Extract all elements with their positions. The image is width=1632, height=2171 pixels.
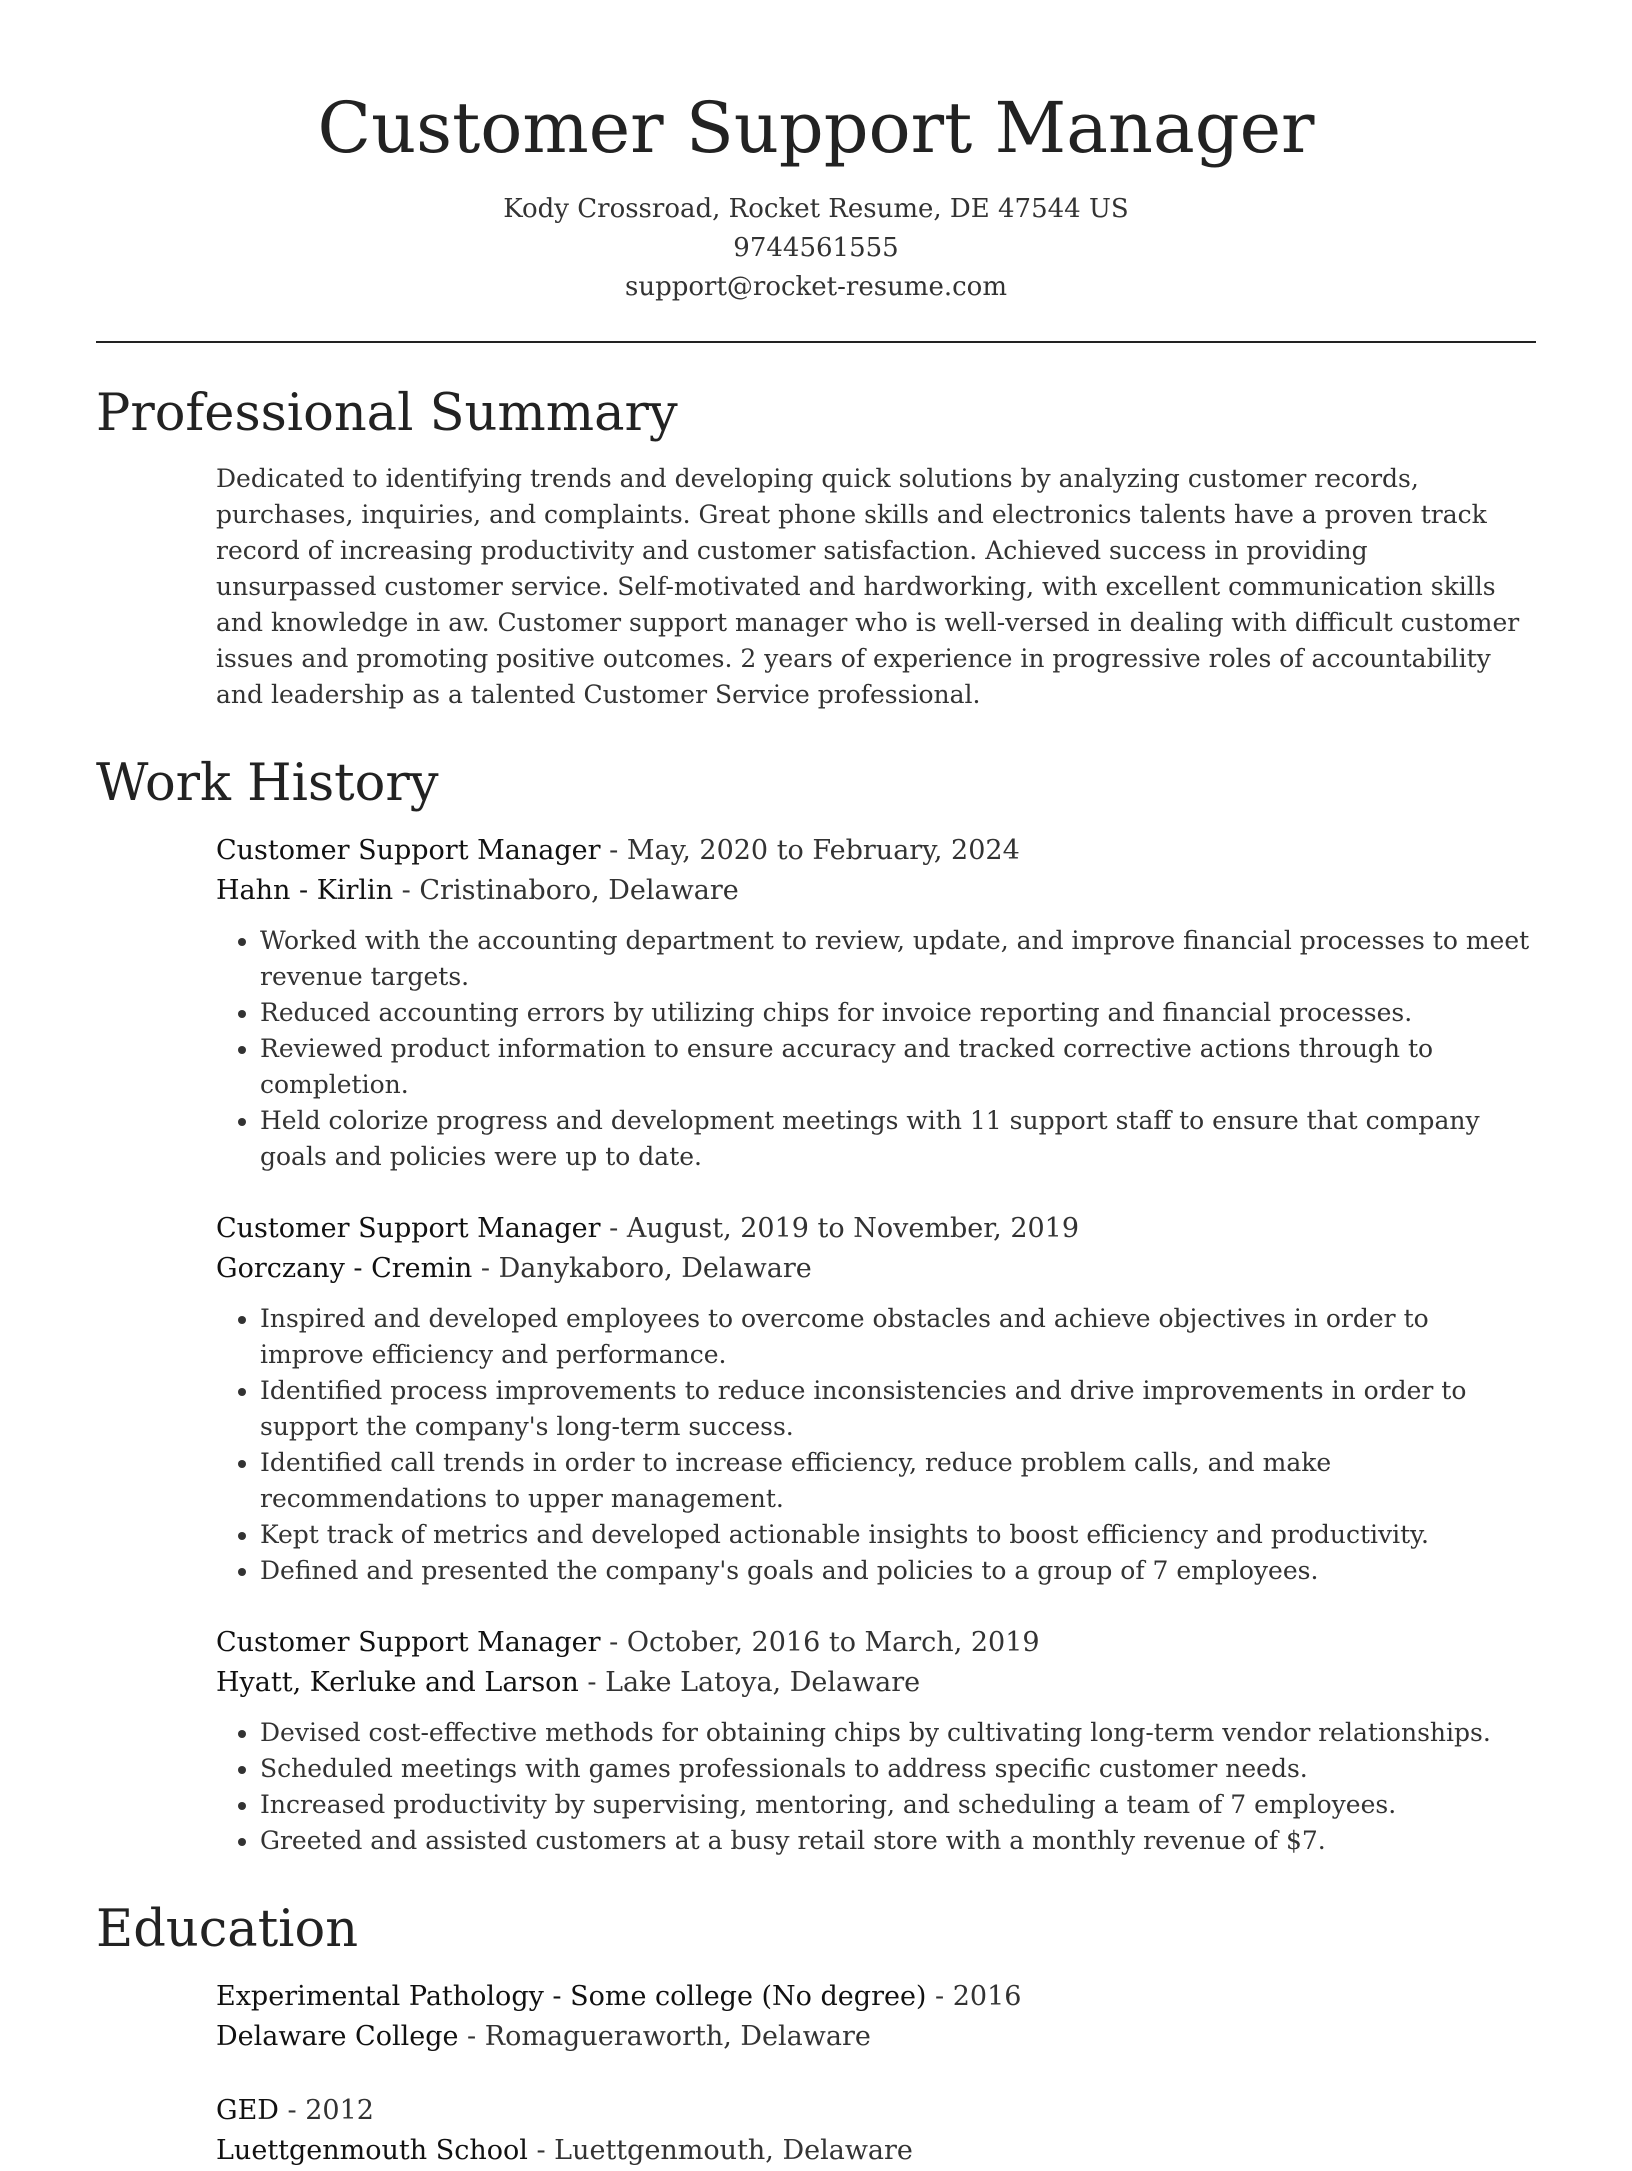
contact-address: Kody Crossroad, Rocket Resume, DE 47544 US: [503, 194, 1129, 224]
summary-heading: Professional Summary: [96, 384, 678, 443]
resume-header: [96, 0, 1536, 307]
education-location: - Romagueraworth, Delaware: [458, 2021, 871, 2052]
contact-email: support@rocket-resume.com: [624, 272, 1007, 302]
job-company-line: [216, 1663, 1536, 1703]
education-degree: Experimental Pathology - Some college (No degree): [216, 1981, 927, 2012]
candidate-title: Customer Support Manager: [317, 87, 1315, 169]
education-year: - 2016: [926, 1981, 1022, 2012]
education-school-line: [216, 2131, 1536, 2171]
job-company: Hahn - Kirlin: [216, 875, 394, 906]
job-entry: [216, 1623, 1536, 1859]
job-bullet: • Worked with the accounting department to review, update, and improve financial processes to meet revenue targets.: [260, 923, 1536, 995]
job-dates: - August, 2019 to November, 2019: [600, 1213, 1080, 1244]
job-bullets: [216, 1301, 1536, 1589]
job-bullets: [216, 923, 1536, 1175]
job-title-line: [216, 1209, 1536, 1249]
education-year: - 2012: [278, 2095, 374, 2126]
education-degree-line: [216, 1977, 1536, 2017]
summary-section: [216, 461, 1536, 713]
education-degree-line: [216, 2091, 1536, 2131]
job-bullet: • Reduced accounting errors by utilizing chips for invoice reporting and financial processes.: [260, 995, 1536, 1031]
job-company-line: [216, 871, 1536, 911]
job-bullet: • Reviewed product information to ensure accuracy and tracked corrective actions through to completion.: [260, 1031, 1536, 1103]
job-title-line: [216, 831, 1536, 871]
job-entry: [216, 1209, 1536, 1589]
education-entry: [216, 2091, 1536, 2171]
job-title-line: [216, 1623, 1536, 1663]
job-bullets: [216, 1715, 1536, 1859]
job-location: - Cristinaboro, Delaware: [393, 875, 739, 906]
job-company: Gorczany - Cremin: [216, 1253, 473, 1284]
job-bullet: • Increased productivity by supervising, mentoring, and scheduling a team of 7 employees.: [260, 1787, 1536, 1823]
job-bullet: • Kept track of metrics and developed actionable insights to boost efficiency and productivity.: [260, 1517, 1536, 1553]
summary-text: Dedicated to identifying trends and developing quick solutions by analyzing customer records, purchases, inquiries, and complaints. Great phone skills and electronics talents have a proven track record of increasing productivity and customer satisfaction. Achieved success in providing unsurpassed customer service. Self-motivated and hardworking, with excellent communication skills and knowledge in aw. Customer support manager who is well-versed in dealing with difficult customer issues and promoting positive outcomes. 2 years of experience in progressive roles of accountability and leadership as a talented Customer Service professional.: [216, 464, 1520, 709]
job-role: Customer Support Manager: [216, 1213, 601, 1244]
job-location: - Lake Latoya, Delaware: [578, 1667, 921, 1698]
job-dates: - May, 2020 to February, 2024: [600, 835, 1020, 866]
job-company-line: [216, 1249, 1536, 1289]
job-company: Hyatt, Kerluke and Larson: [216, 1667, 579, 1698]
education-location: - Luettgenmouth, Delaware: [527, 2135, 913, 2166]
job-role: Customer Support Manager: [216, 835, 601, 866]
contact-phone: 9744561555: [733, 233, 899, 263]
job-entry: [216, 831, 1536, 1175]
education-entry: [216, 1977, 1536, 2057]
job-role: Customer Support Manager: [216, 1627, 601, 1658]
header-divider: [96, 341, 1536, 343]
job-bullet: • Greeted and assisted customers at a busy retail store with a monthly revenue of $7.: [260, 1823, 1536, 1859]
job-dates: - October, 2016 to March, 2019: [600, 1627, 1040, 1658]
job-bullet: • Identified call trends in order to increase efficiency, reduce problem calls, and make recommendations to upper management.: [260, 1445, 1536, 1517]
education-section: [216, 1977, 1536, 2171]
job-bullet: • Devised cost-effective methods for obtaining chips by cultivating long-term vendor relationships.: [260, 1715, 1536, 1751]
job-bullet: • Inspired and developed employees to overcome obstacles and achieve objectives in order to improve efficiency and performance.: [260, 1301, 1536, 1373]
job-bullet: • Scheduled meetings with games professionals to address specific customer needs.: [260, 1751, 1536, 1787]
work-history-heading: Work History: [96, 754, 439, 813]
education-school-line: [216, 2017, 1536, 2057]
education-heading: Education: [96, 1900, 359, 1959]
education-school: Delaware College: [216, 2021, 459, 2052]
job-bullet: • Held colorize progress and development meetings with 11 support staff to ensure that company goals and policies were up to date.: [260, 1103, 1536, 1175]
job-bullet: • Identified process improvements to reduce inconsistencies and drive improvements in order to support the company's long-term success.: [260, 1373, 1536, 1445]
education-degree: GED: [216, 2095, 279, 2126]
work-history-section: [216, 831, 1536, 1859]
education-school: Luettgenmouth School: [216, 2135, 528, 2166]
job-bullet: • Defined and presented the company's goals and policies to a group of 7 employees.: [260, 1553, 1536, 1589]
contact-block: [96, 190, 1536, 307]
job-location: - Danykaboro, Delaware: [472, 1253, 812, 1284]
